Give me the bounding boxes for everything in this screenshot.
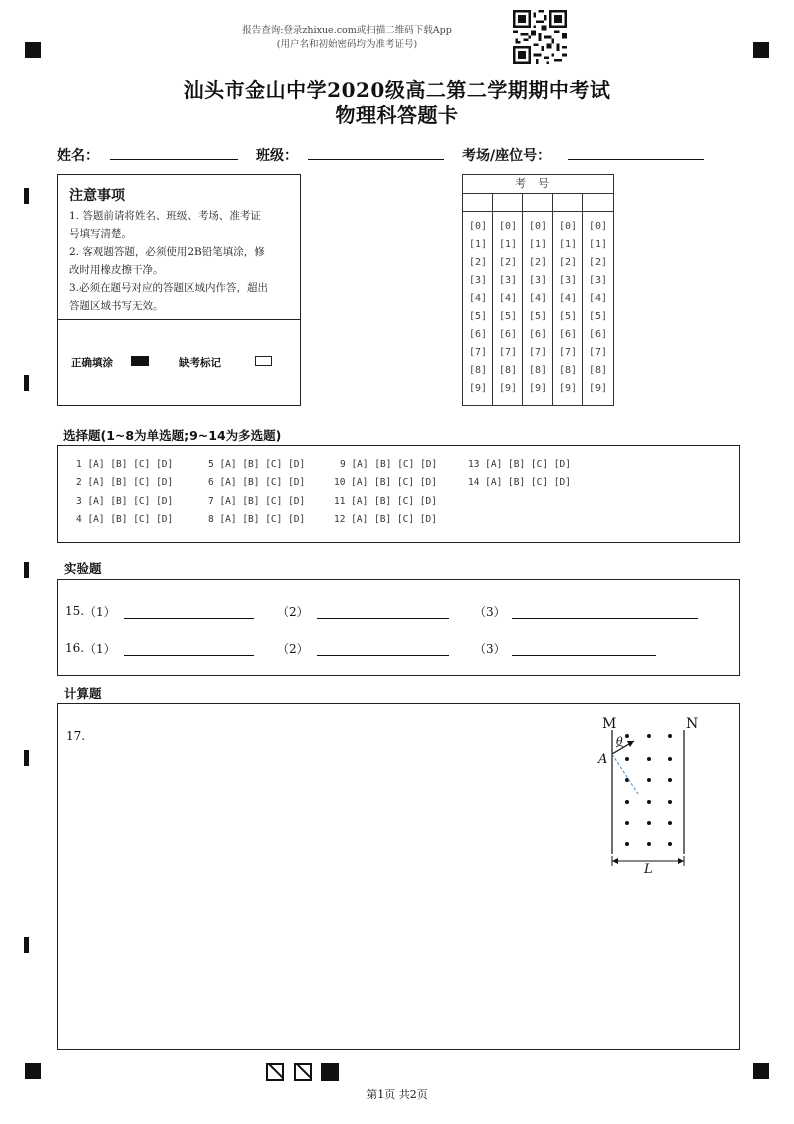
report-notice-line1: 报告查询:登录zhixue.com或扫描二维码下载App (242, 25, 452, 36)
exam-digit-bubble[interactable]: [0] (528, 221, 548, 232)
notice-line: 改时用橡皮擦干净。 (69, 264, 164, 276)
choice-item[interactable]: 12 [A] [B] [C] [D] (334, 514, 437, 525)
exam-digit-bubble[interactable]: [1] (528, 239, 548, 250)
grid-line (552, 194, 553, 405)
exam-digit-bubble[interactable]: [3] (498, 275, 518, 286)
choice-item[interactable]: 2 [A] [B] [C] [D] (76, 477, 174, 488)
room-seat-label: 考场/座位号： (462, 148, 552, 164)
page-marker-empty (294, 1063, 312, 1081)
label-A: A (598, 752, 608, 767)
exam-digit-bubble[interactable]: [1] (468, 239, 488, 250)
question-15-part-3-blank[interactable] (512, 618, 698, 619)
notice-title: 注意事项 (69, 188, 125, 204)
choice-item[interactable]: 6 [A] [B] [C] [D] (208, 477, 306, 488)
calculation-section-title: 计算题 (64, 686, 102, 701)
label-L: L (644, 862, 653, 877)
timing-mark (24, 188, 29, 204)
choice-item[interactable]: 8 [A] [B] [C] [D] (208, 514, 306, 525)
field-dots (625, 734, 672, 846)
question-16-part-1-blank[interactable] (124, 655, 254, 656)
registration-mark-bottom-left (25, 1063, 41, 1079)
exam-digit-bubble[interactable]: [7] (498, 347, 518, 358)
registration-mark-bottom-right (753, 1063, 769, 1079)
exam-digit-bubble[interactable]: [0] (558, 221, 578, 232)
magnetic-field-figure (592, 716, 704, 878)
exam-digit-bubble[interactable]: [6] (588, 329, 608, 340)
question-15-part-2-label: （2） (277, 605, 309, 619)
choice-item[interactable]: 14 [A] [B] [C] [D] (468, 477, 571, 488)
exam-digit-bubble[interactable]: [3] (468, 275, 488, 286)
notice-divider (58, 319, 300, 320)
label-N: N (686, 716, 699, 732)
exam-digit-bubble[interactable]: [1] (558, 239, 578, 250)
exam-digit-bubble[interactable]: [7] (588, 347, 608, 358)
question-15-part-2-blank[interactable] (317, 618, 449, 619)
exam-digit-bubble[interactable]: [4] (498, 293, 518, 304)
exam-digit-bubble[interactable]: [6] (498, 329, 518, 340)
question-16-part-2-blank[interactable] (317, 655, 449, 656)
exam-digit-bubble[interactable]: [5] (498, 311, 518, 322)
question-16-part-3-label: （3） (474, 642, 506, 656)
exam-digit-bubble[interactable]: [8] (468, 365, 488, 376)
exam-digit-bubble[interactable]: [4] (468, 293, 488, 304)
exam-digit-bubble[interactable]: [3] (588, 275, 608, 286)
answer-sheet-title: 物理科答题卡 (335, 103, 459, 127)
exam-digit-bubble[interactable]: [8] (558, 365, 578, 376)
question-15-label: 15. (65, 604, 85, 618)
notice-line: 3.必须在题号对应的答题区域内作答，超出 (69, 282, 269, 294)
exam-digit-bubble[interactable]: [1] (588, 239, 608, 250)
qr-code-icon (513, 10, 567, 64)
exam-digit-bubble[interactable]: [2] (588, 257, 608, 268)
exam-digit-bubble[interactable]: [0] (588, 221, 608, 232)
choice-item[interactable]: 11 [A] [B] [C] [D] (334, 496, 437, 507)
choice-item[interactable]: 13 [A] [B] [C] [D] (468, 459, 571, 470)
exam-digit-bubble[interactable]: [2] (558, 257, 578, 268)
notice-line: 1. 答题前请将姓名、班级、考场、准考证 (69, 210, 261, 222)
exam-digit-bubble[interactable]: [0] (468, 221, 488, 232)
exam-digit-bubble[interactable]: [6] (528, 329, 548, 340)
choice-item[interactable]: 4 [A] [B] [C] [D] (76, 514, 174, 525)
exam-digit-bubble[interactable]: [2] (528, 257, 548, 268)
choice-item[interactable]: 5 [A] [B] [C] [D] (208, 459, 306, 470)
choice-item[interactable]: 3 [A] [B] [C] [D] (76, 496, 174, 507)
correct-fill-sample (131, 356, 149, 366)
grid-line (522, 194, 523, 405)
correct-fill-label: 正确填涂 (71, 357, 113, 369)
exam-digit-bubble[interactable]: [8] (588, 365, 608, 376)
exam-digit-bubble[interactable]: [5] (528, 311, 548, 322)
name-label: 姓名： (57, 148, 99, 164)
exam-digit-bubble[interactable]: [2] (498, 257, 518, 268)
choice-item[interactable]: 10 [A] [B] [C] [D] (334, 477, 437, 488)
exam-digit-bubble[interactable]: [9] (588, 383, 608, 394)
exam-digit-bubble[interactable]: [9] (528, 383, 548, 394)
timing-mark (24, 562, 29, 578)
name-field[interactable] (110, 159, 238, 160)
exam-digit-bubble[interactable]: [9] (558, 383, 578, 394)
exam-digit-bubble[interactable]: [5] (588, 311, 608, 322)
question-16-part-1-label: （1） (84, 642, 116, 656)
experiment-box (57, 579, 740, 676)
experiment-section-title: 实验题 (64, 561, 102, 576)
exam-digit-bubble[interactable]: [5] (558, 311, 578, 322)
exam-digit-bubble[interactable]: [6] (558, 329, 578, 340)
report-notice-line2: (用户名和初始密码均为准考证号) (276, 39, 418, 50)
class-field[interactable] (308, 159, 444, 160)
question-17-label: 17. (66, 729, 86, 743)
exam-digit-bubble[interactable]: [8] (498, 365, 518, 376)
exam-digit-bubble[interactable]: [5] (468, 311, 488, 322)
question-16-part-3-blank[interactable] (512, 655, 656, 656)
exam-digit-bubble[interactable]: [0] (498, 221, 518, 232)
grid-line (582, 194, 583, 405)
exam-digit-bubble[interactable]: [9] (498, 383, 518, 394)
grid-line (492, 194, 493, 405)
calculation-answer-area[interactable] (57, 703, 740, 1050)
exam-number-grid (462, 174, 614, 406)
exam-digit-bubble[interactable]: [8] (528, 365, 548, 376)
choice-item[interactable]: 9 [A] [B] [C] [D] (340, 459, 438, 470)
exam-digit-bubble[interactable]: [4] (588, 293, 608, 304)
exam-digit-bubble[interactable]: [6] (468, 329, 488, 340)
timing-mark (24, 375, 29, 391)
notice-line: 答题区域书写无效。 (69, 300, 164, 312)
choice-item[interactable]: 7 [A] [B] [C] [D] (208, 496, 306, 507)
question-15-part-1-blank[interactable] (124, 618, 254, 619)
exam-digit-bubble[interactable]: [2] (468, 257, 488, 268)
class-label: 班级： (256, 148, 298, 164)
page-marker-filled (321, 1063, 339, 1081)
label-theta: θ (616, 735, 623, 748)
exam-number-header: 考号 (463, 175, 613, 194)
notice-line: 号填写清楚。 (69, 228, 132, 240)
exam-digit-bubble[interactable]: [7] (528, 347, 548, 358)
question-15-part-1-label: （1） (84, 605, 116, 619)
absent-mark-checkbox[interactable] (255, 356, 272, 366)
exam-number-write-row[interactable] (463, 194, 613, 212)
exam-digit-bubble[interactable]: [1] (498, 239, 518, 250)
exam-title: 汕头市金山中学2020级高二第二学期期中考试 (183, 78, 611, 102)
choice-section-title: 选择题(1~8为单选题;9~14为多选题) (63, 428, 282, 443)
choice-box (57, 445, 740, 543)
notice-line: 2. 客观题答题，必须使用2B铅笔填涂，修 (69, 246, 265, 258)
exam-digit-bubble[interactable]: [3] (558, 275, 578, 286)
label-M: M (602, 716, 617, 732)
exam-digit-bubble[interactable]: [4] (528, 293, 548, 304)
question-15-part-3-label: （3） (474, 605, 506, 619)
question-16-part-2-label: （2） (277, 642, 309, 656)
exam-digit-bubble[interactable]: [4] (558, 293, 578, 304)
absent-mark-label: 缺考标记 (179, 357, 221, 369)
choice-item[interactable]: 1 [A] [B] [C] [D] (76, 459, 174, 470)
page-number: 第1页 共2页 (366, 1088, 428, 1101)
timing-mark (24, 750, 29, 766)
exam-digit-bubble[interactable]: [7] (468, 347, 488, 358)
question-16-label: 16. (65, 641, 85, 655)
registration-mark-top-right (753, 42, 769, 58)
notice-text (69, 207, 297, 315)
exam-digit-bubble[interactable]: [7] (558, 347, 578, 358)
room-seat-field[interactable] (568, 159, 704, 160)
timing-mark (24, 937, 29, 953)
exam-digit-bubble[interactable]: [3] (528, 275, 548, 286)
page-marker-empty (266, 1063, 284, 1081)
notice-box (57, 174, 301, 406)
exam-digit-bubble[interactable]: [9] (468, 383, 488, 394)
